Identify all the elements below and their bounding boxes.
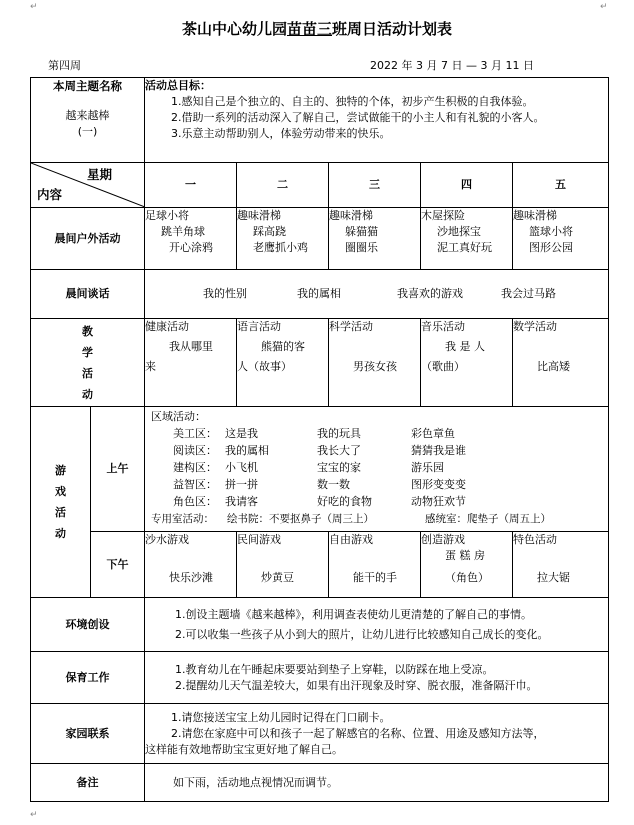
day-wednesday: 三 xyxy=(329,163,421,208)
goal-label: 活动总目标： xyxy=(145,79,211,92)
day-thursday: 四 xyxy=(421,163,513,208)
environment-line: 1.创设主题墙《越来越棒》，利用调查表使幼儿更清楚的了解自己的事情。 xyxy=(175,607,532,621)
outdoor-cell xyxy=(421,208,513,270)
activity-text xyxy=(513,339,608,355)
label-char: 活 xyxy=(55,506,66,519)
home-line: 2.请您在家庭中可以和孩子一起了解感官的名称、位置、用途及感知方法等， xyxy=(171,726,545,740)
area-item: 宝宝的家 xyxy=(317,461,361,474)
outdoor-cell xyxy=(145,208,237,270)
activity-type: 科学活动 xyxy=(329,320,373,333)
theme-row xyxy=(31,78,609,163)
activity-text: 篮球小将 xyxy=(529,225,573,238)
area-item: 好吃的食物 xyxy=(317,495,372,508)
talk-row xyxy=(31,270,609,319)
area-item: 这是我 xyxy=(225,427,258,440)
activity-type: 民间游戏 xyxy=(237,533,281,546)
games-label xyxy=(31,407,91,598)
paragraph-mark: ↵ xyxy=(30,2,38,12)
activity-type: 健康活动 xyxy=(145,320,189,333)
activity-text: 来 xyxy=(145,360,156,373)
activity-text: 躲猫猫 xyxy=(345,225,378,238)
area-name: 美工区： xyxy=(173,427,217,440)
theme-cell xyxy=(31,78,145,163)
remark-text: 如下雨，活动地点视情况而调节。 xyxy=(145,764,609,802)
page-title xyxy=(0,18,634,39)
content-header-label: 内容 xyxy=(37,187,63,202)
activity-text: 炒黄豆 xyxy=(261,571,294,584)
care-line: 2.提醒幼儿天气温差较大，如果有出汗现象及时穿、脱衣服，准备隔汗巾。 xyxy=(175,678,538,692)
activity-text: 踩高跷 xyxy=(253,225,286,238)
activity-text: 趣味滑梯 xyxy=(237,209,281,222)
talk-topic: 我的性别 xyxy=(203,287,247,300)
activity-text: 拉大锯 xyxy=(537,571,570,584)
activity-type: 沙水游戏 xyxy=(145,533,189,546)
activity-text: 木屋探险 xyxy=(421,209,465,222)
outdoor-row xyxy=(31,208,609,270)
activity-text: 男孩女孩 xyxy=(353,360,397,373)
home-line: 这样能有效地帮助宝宝更好地了解自己。 xyxy=(145,742,343,756)
home-row xyxy=(31,704,609,764)
environment-cell xyxy=(145,598,609,652)
activity-text: （角色） xyxy=(445,571,489,584)
pm-cell xyxy=(145,532,237,598)
activity-text: 泥工真好玩 xyxy=(437,241,492,254)
activity-type: 音乐活动 xyxy=(421,320,465,333)
activity-text: 熊猫的客 xyxy=(261,340,305,353)
title-suffix: 班周日活动计划表 xyxy=(332,20,453,38)
title-class: 苗苗三 xyxy=(286,20,332,38)
activity-text xyxy=(329,548,420,564)
remark-row xyxy=(31,764,609,802)
pm-cell xyxy=(513,532,609,598)
theme-label: 本周主题名称 xyxy=(53,79,122,93)
activity-text: 我 是 人 xyxy=(445,340,485,353)
activity-plan-table xyxy=(30,77,609,802)
care-row xyxy=(31,652,609,704)
day-monday: 一 xyxy=(145,163,237,208)
activity-type: 自由游戏 xyxy=(329,533,373,546)
activity-text: 图形公园 xyxy=(529,241,573,254)
teaching-cell xyxy=(237,319,329,407)
date-range: 2022 年 3 月 7 日 — 3 月 11 日 xyxy=(370,59,534,72)
home-line: 1.请您接送宝宝上幼儿园时记得在门口刷卡。 xyxy=(171,710,391,724)
label-char: 学 xyxy=(82,345,93,359)
care-label: 保育工作 xyxy=(31,652,145,704)
home-cell xyxy=(145,704,609,764)
activity-text: 老鹰抓小鸡 xyxy=(253,241,308,254)
paragraph-mark: ↵ xyxy=(600,2,608,12)
area-item: 我的玩具 xyxy=(317,427,361,440)
care-cell xyxy=(145,652,609,704)
home-label: 家园联系 xyxy=(31,704,145,764)
goal-item: 3.乐意主动帮助别人，体验劳动带来的快乐。 xyxy=(171,127,391,140)
activity-text: 开心涂鸦 xyxy=(169,241,213,254)
games-am-row xyxy=(31,407,609,532)
label-char: 活 xyxy=(82,366,93,380)
pm-label: 下午 xyxy=(91,532,145,598)
theme-name: 越来越棒 xyxy=(65,109,110,122)
label-char: 戏 xyxy=(55,485,66,498)
talk-topic: 我的属相 xyxy=(297,287,341,300)
week-label: 第四周 xyxy=(48,59,81,72)
area-name: 角色区： xyxy=(173,495,217,508)
area-item: 动物狂欢节 xyxy=(411,495,466,508)
diagonal-header-cell xyxy=(31,163,145,208)
area-item: 我的属相 xyxy=(225,444,269,457)
talk-topic: 我会过马路 xyxy=(501,287,556,300)
activity-text: 趣味滑梯 xyxy=(329,209,373,222)
activity-text: 能干的手 xyxy=(353,571,397,584)
area-item: 拼一拼 xyxy=(225,478,258,491)
outdoor-cell xyxy=(237,208,329,270)
teaching-label xyxy=(31,319,145,407)
special-room-item: 感统室：爬垫子（周五上） xyxy=(425,513,551,525)
label-char: 游 xyxy=(55,464,66,477)
activity-type: 特色活动 xyxy=(513,533,557,546)
title-prefix: 茶山中心幼儿园 xyxy=(181,20,287,38)
day-header-row xyxy=(31,163,609,208)
environment-row xyxy=(31,598,609,652)
label-char: 动 xyxy=(82,387,93,401)
activity-text: 沙地探宝 xyxy=(437,225,481,238)
activity-text: （歌曲） xyxy=(421,360,465,373)
area-title: 区域活动： xyxy=(151,410,206,423)
activity-type: 数学活动 xyxy=(513,320,557,333)
outdoor-cell xyxy=(329,208,421,270)
outdoor-cell xyxy=(513,208,609,270)
activity-text: 我从哪里 xyxy=(169,340,213,353)
area-name: 建构区： xyxy=(173,461,217,474)
area-item: 图形变变变 xyxy=(411,478,466,491)
activity-type: 创造游戏 xyxy=(421,533,465,546)
talk-label: 晨间谈话 xyxy=(31,270,145,319)
area-name: 阅读区： xyxy=(173,444,217,457)
paragraph-mark: ↵ xyxy=(30,810,38,820)
activity-type: 语言活动 xyxy=(237,320,281,333)
area-item: 小飞机 xyxy=(225,461,258,474)
games-pm-row xyxy=(31,532,609,598)
environment-line: 2.可以收集一些孩子从小到大的照片，让幼儿进行比较感知自己成长的变化。 xyxy=(175,627,549,641)
area-name: 益智区： xyxy=(173,478,217,491)
special-room-title: 专用室活动： xyxy=(151,513,214,525)
teaching-cell xyxy=(145,319,237,407)
teaching-row xyxy=(31,319,609,407)
area-item: 猜猜我是谁 xyxy=(411,444,466,457)
area-item: 游乐园 xyxy=(411,461,444,474)
pm-cell xyxy=(421,532,513,598)
activity-text: 趣味滑梯 xyxy=(513,209,557,222)
day-friday: 五 xyxy=(513,163,609,208)
environment-label: 环境创设 xyxy=(31,598,145,652)
pm-cell xyxy=(237,532,329,598)
talk-cell xyxy=(145,270,609,319)
goal-item: 1.感知自己是个独立的、自主的、独特的个体，初步产生积极的自我体验。 xyxy=(171,95,534,108)
special-room-item: 绘书院：不要抠鼻子（周三上） xyxy=(227,513,374,525)
activity-text: 蛋 糕 房 xyxy=(445,549,485,562)
activity-text: 比高矮 xyxy=(537,360,570,373)
day-tuesday: 二 xyxy=(237,163,329,208)
activity-text: 圈圈乐 xyxy=(345,241,378,254)
area-item: 我请客 xyxy=(225,495,258,508)
activity-text xyxy=(513,548,608,564)
label-char: 动 xyxy=(55,527,66,540)
area-activity-cell xyxy=(145,407,609,532)
teaching-cell xyxy=(329,319,421,407)
activity-text: 足球小将 xyxy=(145,209,189,222)
outdoor-label: 晨间户外活动 xyxy=(31,208,145,270)
activity-text xyxy=(329,339,420,355)
activity-text: 人（故事） xyxy=(237,360,292,373)
theme-sub: (一) xyxy=(77,125,98,138)
activity-text xyxy=(237,548,328,564)
area-item: 彩色章鱼 xyxy=(411,427,455,440)
teaching-cell xyxy=(513,319,609,407)
teaching-cell xyxy=(421,319,513,407)
area-item: 数一数 xyxy=(317,478,350,491)
activity-text: 快乐沙滩 xyxy=(169,571,213,584)
talk-topic: 我喜欢的游戏 xyxy=(397,287,463,300)
care-line: 1.教育幼儿在午睡起床要要站到垫子上穿鞋，以防踩在地上受凉。 xyxy=(175,662,494,676)
weekday-header-label: 星期 xyxy=(87,167,113,182)
goal-cell xyxy=(145,78,609,163)
goal-item: 2.借助一系列的活动深入了解自己，尝试做能干的小主人和有礼貌的小客人。 xyxy=(171,111,545,124)
area-item: 我长大了 xyxy=(317,444,361,457)
label-char: 教 xyxy=(82,324,93,338)
remark-label: 备注 xyxy=(31,764,145,802)
activity-text xyxy=(145,548,236,564)
activity-text: 跳羊角球 xyxy=(161,225,205,238)
pm-cell xyxy=(329,532,421,598)
am-label: 上午 xyxy=(91,407,145,532)
